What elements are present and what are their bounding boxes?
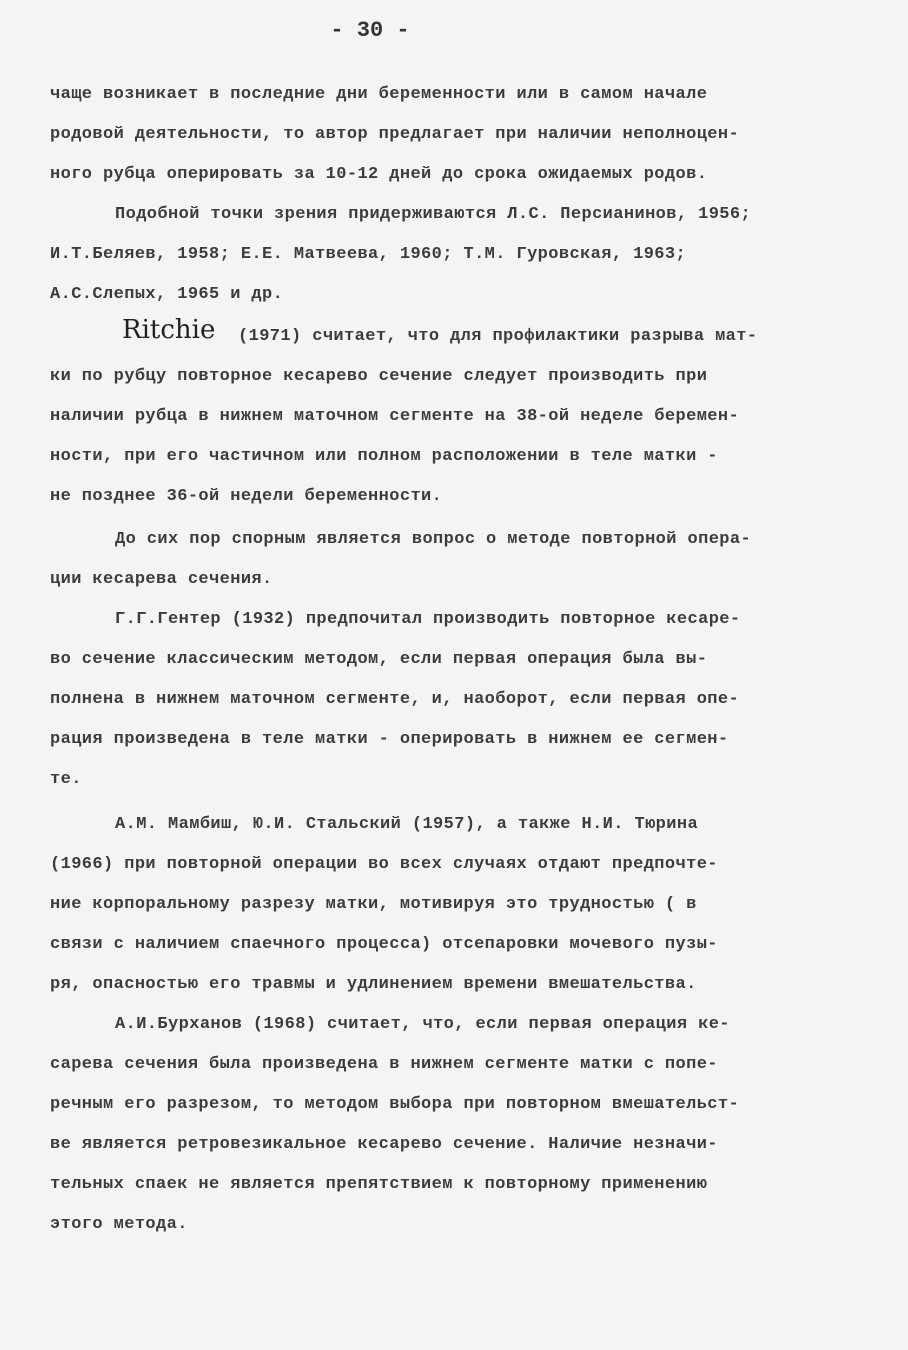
text-line: Г.Г.Гентер (1932) предпочитал производить повторное кесаре-	[115, 610, 741, 629]
text-line: связи с наличием спаечного процесса) отсепаровки мочевого пузы-	[50, 935, 718, 954]
text-line: А.С.Слепых, 1965 и др.	[50, 285, 284, 304]
text-line: тельных спаек не является препятствием к повторному применению	[50, 1175, 708, 1194]
text-line: ря, опасностью его травмы и удлинением времени вмешательства.	[50, 975, 697, 994]
text-line: те.	[50, 770, 82, 789]
text-line: во сечение классическим методом, если первая операция была вы-	[50, 650, 708, 669]
text-line: ки по рубцу повторное кесарево сечение следует производить при	[50, 367, 708, 386]
text-line: ние корпоральному разрезу матки, мотивируя это трудностью ( в	[50, 895, 697, 914]
text-line: И.Т.Беляев, 1958; Е.Е. Матвеева, 1960; Т.М. Гуровская, 1963;	[50, 245, 687, 264]
text-line: (1966) при повторной операции во всех случаях отдают предпочте-	[50, 855, 718, 874]
text-line: А.И.Бурханов (1968) считает, что, если первая операция ке-	[115, 1015, 730, 1034]
text-line: ции кесарева сечения.	[50, 570, 273, 589]
text-line: наличии рубца в нижнем маточном сегменте на 38-ой неделе беремен-	[50, 407, 740, 426]
text-line: А.М. Мамбиш, Ю.И. Стальский (1957), а также Н.И. Тюрина	[115, 815, 699, 834]
text-line: речным его разрезом, то методом выбора при повторном вмешательст-	[50, 1095, 740, 1114]
text-line: ности, при его частичном или полном расположении в теле матки -	[50, 447, 718, 466]
text-line: родовой деятельности, то автор предлагает при наличии неполноцен-	[50, 125, 740, 144]
text-line: ного рубца оперировать за 10-12 дней до срока ожидаемых родов.	[50, 165, 708, 184]
text-line: Подобной точки зрения придерживаются Л.С. Персианинов, 1956;	[115, 205, 752, 224]
text-line: сарева сечения была произведена в нижнем сегменте матки с попе-	[50, 1055, 718, 1074]
text-line: До сих пор спорным является вопрос о методе повторной опера-	[115, 530, 752, 549]
text-line: не позднее 36-ой недели беременности.	[50, 487, 443, 506]
text-line: чаще возникает в последние дни беременности или в самом начале	[50, 85, 708, 104]
text-line: рация произведена в теле матки - оперировать в нижнем ее сегмен-	[50, 730, 729, 749]
text-line: (1971) считает, что для профилактики разрыва мат-	[238, 327, 758, 346]
page-number: - 30 -	[330, 18, 410, 43]
text-line: этого метода.	[50, 1215, 188, 1234]
text-line: ве является ретровезикальное кесарево сечение. Наличие незначи-	[50, 1135, 718, 1154]
handwritten-author-name: Ritchie	[122, 315, 216, 345]
text-line: полнена в нижнем маточном сегменте, и, наоборот, если первая опе-	[50, 690, 740, 709]
